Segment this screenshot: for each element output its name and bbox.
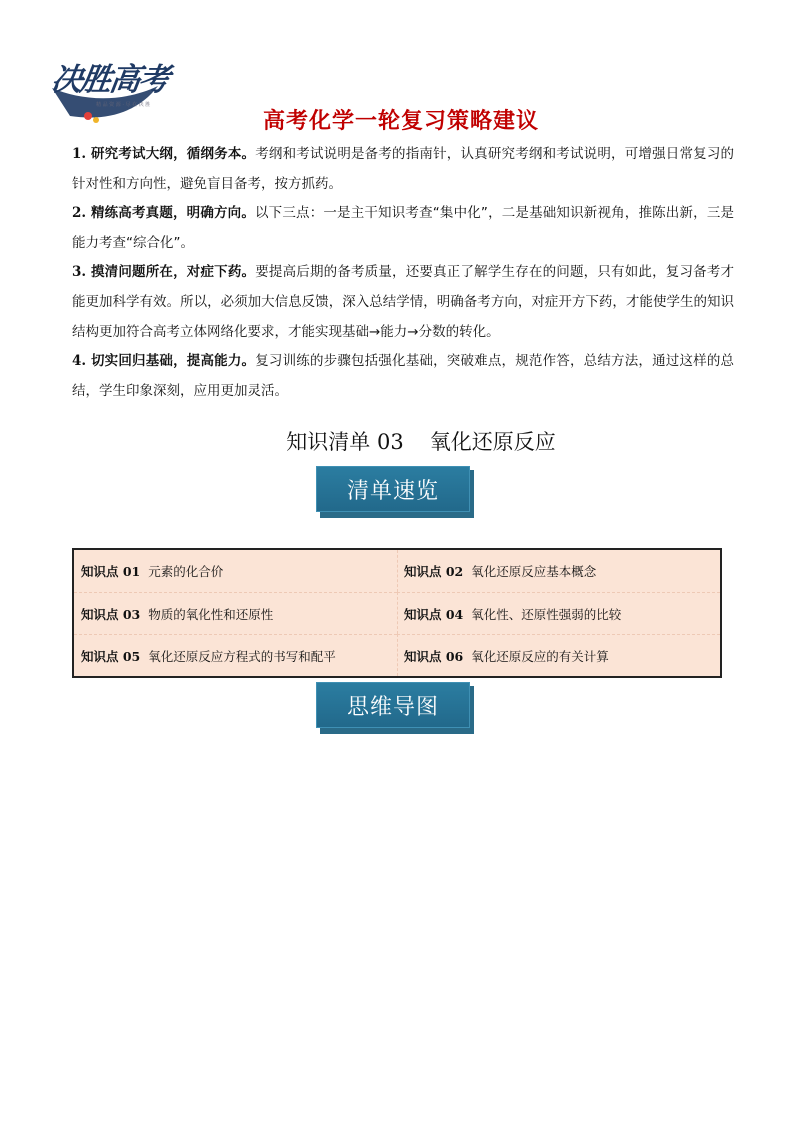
logo-text: 决胜高考 (48, 62, 171, 98)
knowledge-point-text: 氧化还原反应方程式的书写和配平 (148, 648, 336, 664)
knowledge-point-item (74, 550, 397, 592)
section-title (0, 426, 794, 456)
knowledge-point-label: 知识点 01 (81, 564, 141, 579)
advice-text: 复习训练的步骤包括强化基础，突破难点，规范作答，总结方法，通过这样的总结，学生印象深刻，应用更加灵活。 (72, 353, 734, 399)
knowledge-point-text: 氧化还原反应基本概念 (471, 564, 597, 579)
advice-item (72, 199, 734, 258)
mindmap-banner-label: 思维导图 (316, 682, 470, 728)
knowledge-point-item (397, 592, 720, 634)
advice-heading: 4. 切实回归基础，提高能力。 (72, 353, 256, 370)
advice-section (72, 140, 734, 406)
knowledge-point-label: 知识点 05 (81, 648, 141, 664)
knowledge-point-item (397, 550, 720, 592)
knowledge-point-text: 氧化性、还原性强弱的比较 (471, 606, 622, 622)
knowledge-point-text: 元素的化合价 (148, 564, 224, 579)
logo-subtitle: 精 品 资 源 · 尽 在 决 胜 (96, 102, 151, 108)
knowledge-point-text: 物质的氧化性和还原性 (148, 606, 274, 622)
mindmap-banner (316, 682, 474, 734)
advice-item (72, 347, 734, 406)
knowledge-point-item (74, 634, 397, 676)
knowledge-point-label: 知识点 04 (404, 606, 464, 622)
knowledge-point-label: 知识点 03 (81, 606, 141, 622)
overview-banner (316, 466, 474, 518)
overview-banner-label: 清单速览 (316, 466, 470, 512)
advice-text: 考纲和考试说明是备考的指南针，认真研究考纲和考试说明，可增强日常复习的针对性和方向性，避免盲目备考，按方抓药。 (72, 146, 734, 192)
advice-heading: 1. 研究考试大纲，循纲务本。 (72, 146, 256, 162)
section-number: 知识清单 03 (286, 430, 404, 454)
advice-text: 要提高后期的备考质量，还要真正了解学生存在的问题，只有如此，复习备考才能更加科学有效。所以，必须加大信息反馈，深入总结学情，明确备考方向，对症开方下药，才能使学生的知识结构更加符合高考立体网络化要求，才能实现基础→能力→分数的转化。 (72, 264, 734, 340)
advice-heading: 3. 摸清问题所在，对症下药。 (72, 264, 256, 281)
knowledge-point-text: 氧化还原反应的有关计算 (471, 648, 609, 664)
advice-item (72, 258, 734, 347)
section-name: 氧化还原反应 (429, 430, 556, 454)
knowledge-point-item (397, 634, 720, 676)
knowledge-point-label: 知识点 06 (404, 648, 464, 664)
knowledge-point-item (74, 592, 397, 634)
advice-heading: 2. 精练高考真题，明确方向。 (72, 205, 256, 222)
knowledge-point-table (72, 548, 722, 678)
advice-item (72, 140, 734, 199)
advice-text: 以下三点：一是主干知识考查“集中化”，二是基础知识新视角，推陈出新，三是能力考查“综合化”。 (72, 205, 734, 251)
knowledge-point-label: 知识点 02 (404, 564, 464, 579)
page-title: 高考化学一轮复习策略建议 (262, 109, 539, 134)
